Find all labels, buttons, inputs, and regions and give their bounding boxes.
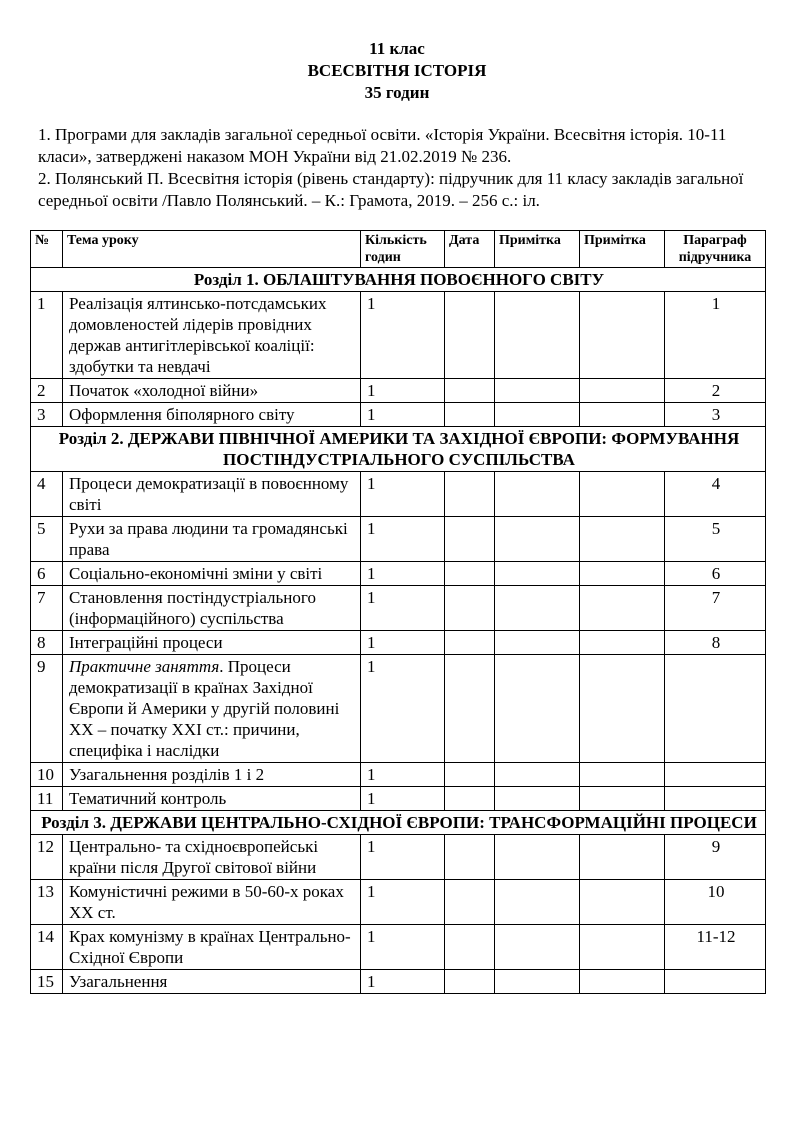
lesson-paragraph <box>665 787 766 811</box>
lesson-note1 <box>495 763 580 787</box>
lesson-hours: 1 <box>361 925 445 970</box>
lesson-date <box>445 292 495 379</box>
lesson-topic <box>63 655 361 763</box>
practical-label: Практичне заняття <box>69 657 220 676</box>
grade-title: 11 клас <box>369 39 425 58</box>
lesson-note2 <box>580 631 665 655</box>
references <box>38 124 758 212</box>
lesson-num: 12 <box>31 835 63 880</box>
lesson-hours: 1 <box>361 517 445 562</box>
lesson-note1 <box>495 835 580 880</box>
lesson-note2 <box>580 970 665 994</box>
lesson-hours: 1 <box>361 472 445 517</box>
col-note2-header: Примітка <box>580 231 665 268</box>
lesson-topic-text: . Процеси демократизації в країнах Західної Європи й Америки у другій половині ХХ – початку ХХІ ст.: причини, специфіка і наслідки <box>69 657 340 760</box>
table-row <box>31 517 766 562</box>
lesson-paragraph <box>665 970 766 994</box>
lesson-paragraph: 3 <box>665 403 766 427</box>
lesson-paragraph <box>665 655 766 763</box>
col-num-header: № <box>31 231 63 268</box>
lesson-date <box>445 586 495 631</box>
lesson-note1 <box>495 925 580 970</box>
lesson-hours: 1 <box>361 835 445 880</box>
lesson-topic: Оформлення біполярного світу <box>63 403 361 427</box>
col-paragraph-header: Параграф підручника <box>665 231 766 268</box>
lesson-topic: Центрально- та східноєвропейські країни після Другої світової війни <box>63 835 361 880</box>
lesson-hours: 1 <box>361 655 445 763</box>
lesson-date <box>445 562 495 586</box>
subject-title: ВСЕСВІТНЯ ІСТОРІЯ <box>307 61 487 80</box>
lesson-num: 13 <box>31 880 63 925</box>
lesson-hours: 1 <box>361 403 445 427</box>
lesson-plan-table <box>30 230 766 994</box>
table-header-row <box>31 231 766 268</box>
lesson-num: 6 <box>31 562 63 586</box>
table-row <box>31 880 766 925</box>
lesson-note1 <box>495 517 580 562</box>
section-row <box>31 427 766 472</box>
lesson-note2 <box>580 925 665 970</box>
lesson-hours: 1 <box>361 970 445 994</box>
section-title: Розділ 2. ДЕРЖАВИ ПІВНІЧНОЇ АМЕРИКИ ТА ЗАХІДНОЇ ЄВРОПИ: ФОРМУВАННЯ ПОСТІНДУСТРІАЛЬНОГО СУСПІЛЬСТВА <box>31 427 766 472</box>
lesson-topic: Тематичний контроль <box>63 787 361 811</box>
lesson-paragraph: 8 <box>665 631 766 655</box>
table-row <box>31 655 766 763</box>
lesson-topic: Узагальнення <box>63 970 361 994</box>
lesson-hours: 1 <box>361 586 445 631</box>
lesson-num: 4 <box>31 472 63 517</box>
table-row <box>31 586 766 631</box>
lesson-note1 <box>495 970 580 994</box>
lesson-topic: Початок «холодної війни» <box>63 379 361 403</box>
lesson-date <box>445 403 495 427</box>
lesson-topic: Соціально-економічні зміни у світі <box>63 562 361 586</box>
lesson-date <box>445 763 495 787</box>
lesson-date <box>445 880 495 925</box>
lesson-date <box>445 787 495 811</box>
hours-total: 35 годин <box>364 83 430 102</box>
table-row <box>31 970 766 994</box>
lesson-note2 <box>580 292 665 379</box>
lesson-note2 <box>580 787 665 811</box>
lesson-note1 <box>495 472 580 517</box>
lesson-num: 11 <box>31 787 63 811</box>
lesson-note2 <box>580 763 665 787</box>
reference-program: 1. Програми для закладів загальної середньої освіти. «Історія України. Всесвітня історія. 10-11 класи», затверджені наказом МОН України від 21.02.2019 № 236. <box>38 125 727 166</box>
lesson-num: 1 <box>31 292 63 379</box>
lesson-paragraph: 5 <box>665 517 766 562</box>
table-row <box>31 472 766 517</box>
lesson-note2 <box>580 517 665 562</box>
lesson-hours: 1 <box>361 379 445 403</box>
lesson-note2 <box>580 586 665 631</box>
lesson-topic: Рухи за права людини та громадянські права <box>63 517 361 562</box>
lesson-note2 <box>580 655 665 763</box>
lesson-paragraph: 1 <box>665 292 766 379</box>
lesson-paragraph: 4 <box>665 472 766 517</box>
lesson-note1 <box>495 880 580 925</box>
lesson-num: 5 <box>31 517 63 562</box>
lesson-paragraph: 2 <box>665 379 766 403</box>
lesson-num: 2 <box>31 379 63 403</box>
lesson-note1 <box>495 655 580 763</box>
lesson-hours: 1 <box>361 631 445 655</box>
lesson-num: 7 <box>31 586 63 631</box>
table-row <box>31 763 766 787</box>
lesson-hours: 1 <box>361 880 445 925</box>
lesson-note1 <box>495 403 580 427</box>
col-hours-header: Кількість годин <box>361 231 445 268</box>
col-date-header: Дата <box>445 231 495 268</box>
lesson-note2 <box>580 562 665 586</box>
section-row <box>31 811 766 835</box>
lesson-note2 <box>580 379 665 403</box>
lesson-paragraph: 9 <box>665 835 766 880</box>
lesson-topic: Реалізація ялтинсько-потсдамських домовленостей лідерів провідних держав антигітлерівської коаліції: здобутки та невдачі <box>63 292 361 379</box>
table-row <box>31 379 766 403</box>
lesson-date <box>445 925 495 970</box>
table-row <box>31 562 766 586</box>
col-note1-header: Примітка <box>495 231 580 268</box>
lesson-date <box>445 517 495 562</box>
section-title: Розділ 3. ДЕРЖАВИ ЦЕНТРАЛЬНО-СХІДНОЇ ЄВРОПИ: ТРАНСФОРМАЦІЙНІ ПРОЦЕСИ <box>31 811 766 835</box>
table-row <box>31 292 766 379</box>
lesson-note2 <box>580 403 665 427</box>
lesson-topic: Узагальнення розділів 1 і 2 <box>63 763 361 787</box>
lesson-paragraph: 10 <box>665 880 766 925</box>
lesson-num: 15 <box>31 970 63 994</box>
lesson-hours: 1 <box>361 292 445 379</box>
lesson-paragraph: 6 <box>665 562 766 586</box>
lesson-num: 8 <box>31 631 63 655</box>
lesson-hours: 1 <box>361 562 445 586</box>
lesson-paragraph: 7 <box>665 586 766 631</box>
lesson-paragraph: 11-12 <box>665 925 766 970</box>
lesson-num: 14 <box>31 925 63 970</box>
lesson-note2 <box>580 835 665 880</box>
lesson-date <box>445 655 495 763</box>
reference-textbook: 2. Полянський П. Всесвітня історія (рівень стандарту): підручник для 11 класу закладів загальної середньої освіти /Павло Полянський. – К.: Грамота, 2019. – 256 с.: іл. <box>38 169 744 210</box>
table-row <box>31 403 766 427</box>
table-row <box>31 835 766 880</box>
table-row <box>31 631 766 655</box>
lesson-date <box>445 970 495 994</box>
lesson-date <box>445 472 495 517</box>
lesson-note2 <box>580 472 665 517</box>
section-title: Розділ 1. ОБЛАШТУВАННЯ ПОВОЄННОГО СВІТУ <box>31 268 766 292</box>
lesson-note1 <box>495 379 580 403</box>
section-row <box>31 268 766 292</box>
lesson-topic: Комуністичні режими в 50-60-х роках ХХ ст. <box>63 880 361 925</box>
lesson-note1 <box>495 562 580 586</box>
lesson-hours: 1 <box>361 787 445 811</box>
lesson-num: 9 <box>31 655 63 763</box>
lesson-date <box>445 835 495 880</box>
lesson-note1 <box>495 292 580 379</box>
table-row <box>31 787 766 811</box>
col-topic-header: Тема уроку <box>63 231 361 268</box>
lesson-note1 <box>495 787 580 811</box>
document-heading <box>0 38 794 104</box>
lesson-date <box>445 631 495 655</box>
lesson-note1 <box>495 631 580 655</box>
lesson-num: 3 <box>31 403 63 427</box>
lesson-paragraph <box>665 763 766 787</box>
lesson-note1 <box>495 586 580 631</box>
lesson-topic: Становлення постіндустріального (інформаційного) суспільства <box>63 586 361 631</box>
lesson-note2 <box>580 880 665 925</box>
lesson-date <box>445 379 495 403</box>
lesson-num: 10 <box>31 763 63 787</box>
lesson-hours: 1 <box>361 763 445 787</box>
table-row <box>31 925 766 970</box>
lesson-topic: Інтеграційні процеси <box>63 631 361 655</box>
lesson-topic: Крах комунізму в країнах Центрально-Східної Європи <box>63 925 361 970</box>
lesson-topic: Процеси демократизації в повоєнному світі <box>63 472 361 517</box>
